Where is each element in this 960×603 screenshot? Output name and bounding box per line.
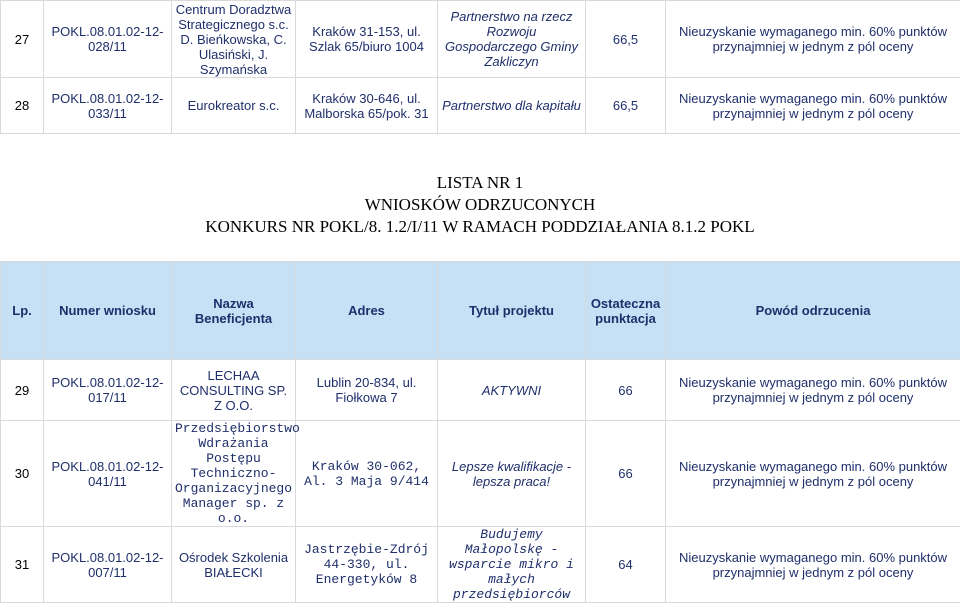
list-title: [0, 172, 960, 238]
row-tytul: Partnerstwo na rzecz Rozwoju Gospodarczego Gminy Zakliczyn: [438, 1, 586, 78]
row-punktacja: 66,5: [586, 1, 666, 78]
row-numer: POKL.08.01.02-12-028/11: [44, 1, 172, 78]
row-lp: 27: [1, 1, 44, 78]
row-tytul: Budujemy Małopolskę - wsparcie mikro i małych przedsiębiorców: [438, 527, 586, 603]
row-punktacja: 64: [586, 527, 666, 603]
row-adres: Jastrzębie-Zdrój 44-330, ul. Energetyków 8: [296, 527, 438, 603]
row-nazwa: Centrum Doradztwa Strategicznego s.c. D. Bieńkowska, C. Ulasiński, J. Szymańska: [172, 1, 296, 78]
header-punktacja: Ostateczna punktacja: [586, 262, 666, 360]
row-punktacja: 66,5: [586, 78, 666, 134]
header-nazwa: Nazwa Beneficjenta: [172, 262, 296, 360]
row-nazwa: Eurokreator s.c.: [172, 78, 296, 134]
table-row: [1, 360, 960, 421]
header-adres: Adres: [296, 262, 438, 360]
row-adres: Kraków 30-062, Al. 3 Maja 9/414: [296, 421, 438, 527]
row-powod: Nieuzyskanie wymaganego min. 60% punktów przynajmniej w jednym z pól oceny: [666, 360, 960, 421]
row-nazwa: Ośrodek Szkolenia BIAŁECKI: [172, 527, 296, 603]
table-row: [1, 527, 960, 603]
table-header-row: [1, 262, 960, 360]
row-punktacja: 66: [586, 421, 666, 527]
row-lp: 29: [1, 360, 44, 421]
row-numer: POKL.08.01.02-12-033/11: [44, 78, 172, 134]
row-lp: 31: [1, 527, 44, 603]
table-row: [1, 1, 960, 78]
row-adres: Kraków 30-646, ul. Malborska 65/pok. 31: [296, 78, 438, 134]
title-line-3: KONKURS NR POKL/8. 1.2/I/11 W RAMACH PODDZIAŁANIA 8.1.2 POKL: [0, 216, 960, 238]
header-numer: Numer wniosku: [44, 262, 172, 360]
table-row: [1, 78, 960, 134]
header-tytul: Tytuł projektu: [438, 262, 586, 360]
row-powod: Nieuzyskanie wymaganego min. 60% punktów przynajmniej w jednym z pól oceny: [666, 1, 960, 78]
row-punktacja: 66: [586, 360, 666, 421]
header-powod: Powód odrzucenia: [666, 262, 960, 360]
row-tytul: AKTYWNI: [438, 360, 586, 421]
row-powod: Nieuzyskanie wymaganego min. 60% punktów przynajmniej w jednym z pól oceny: [666, 78, 960, 134]
row-tytul: Partnerstwo dla kapitału: [438, 78, 586, 134]
header-lp: Lp.: [1, 262, 44, 360]
row-numer: POKL.08.01.02-12-017/11: [44, 360, 172, 421]
table-row: [1, 421, 960, 527]
row-adres: Kraków 31-153, ul. Szlak 65/biuro 1004: [296, 1, 438, 78]
row-adres: Lublin 20-834, ul. Fiołkowa 7: [296, 360, 438, 421]
row-powod: Nieuzyskanie wymaganego min. 60% punktów przynajmniej w jednym z pól oceny: [666, 421, 960, 527]
top-table: [0, 0, 960, 134]
row-lp: 30: [1, 421, 44, 527]
row-lp: 28: [1, 78, 44, 134]
rejected-table: [0, 261, 960, 603]
row-numer: POKL.08.01.02-12-041/11: [44, 421, 172, 527]
row-tytul: Lepsze kwalifikacje - lepsza praca!: [438, 421, 586, 527]
row-numer: POKL.08.01.02-12-007/11: [44, 527, 172, 603]
row-powod: Nieuzyskanie wymaganego min. 60% punktów przynajmniej w jednym z pól oceny: [666, 527, 960, 603]
row-nazwa: LECHAA CONSULTING SP. Z O.O.: [172, 360, 296, 421]
title-line-2: WNIOSKÓW ODRZUCONYCH: [0, 194, 960, 216]
row-nazwa: Przedsiębiorstwo Wdrażania Postępu Techniczno-Organizacyjnego Manager sp. z o.o.: [172, 421, 296, 527]
title-line-1: LISTA NR 1: [0, 172, 960, 194]
